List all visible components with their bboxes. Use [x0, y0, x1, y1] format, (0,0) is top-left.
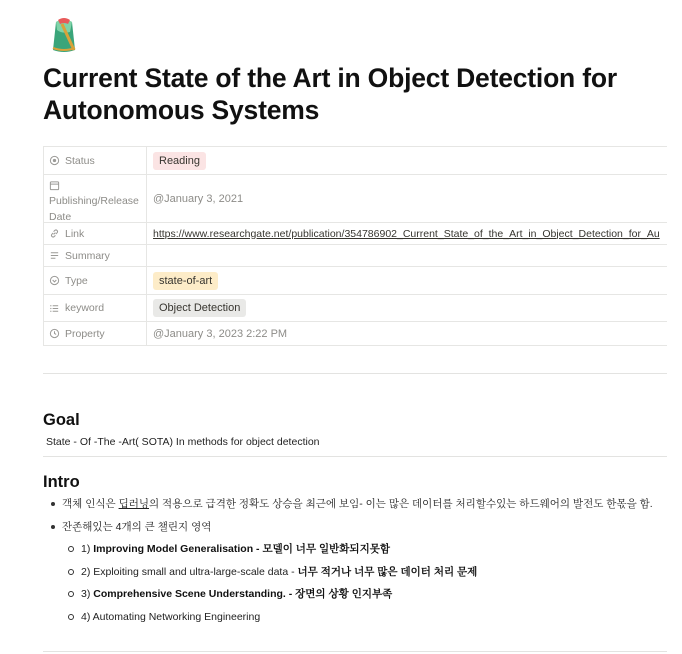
property-name: Summary [44, 245, 147, 266]
property-row-publish-date[interactable] [44, 175, 667, 223]
status-tag[interactable]: Reading [153, 152, 206, 170]
clock-icon [49, 328, 60, 339]
list-item: 객체 인식은 딥러닝의 적용으로 급격한 정확도 상승을 최근에 보임- 이는 많은 데이터를 처리할수있는 하드웨어의 발전도 한몫을 함. [50, 497, 653, 512]
status-icon [49, 155, 60, 166]
publication-link[interactable]: https://www.researchgate.net/publication/354786902_Current_State_of_the_Art_in_Object_Detection_for_Au [153, 227, 660, 240]
text-lines-icon [49, 250, 60, 261]
property-value[interactable] [147, 245, 667, 266]
challenges-list [67, 565, 477, 580]
sari-emoji-icon[interactable] [48, 16, 80, 54]
intro-bullet-list [50, 520, 211, 535]
list-item: 1) Improving Model Generalisation - 모델이 너무 일반화되지못함 [67, 542, 390, 557]
intro-heading: Intro [43, 473, 80, 491]
property-value[interactable] [147, 295, 667, 321]
property-name: Status [44, 147, 147, 174]
property-name: Link [44, 223, 147, 244]
page-title: Current State of the Art in Object Detection for Autonomous Systems [43, 63, 617, 125]
property-row-summary[interactable] [44, 245, 667, 267]
intro-bullet-list [50, 497, 653, 512]
list-item: 3) Comprehensive Scene Understanding. - 장면의 상황 인지부족 [67, 587, 392, 602]
challenges-list [67, 542, 390, 557]
property-row-link[interactable] [44, 223, 667, 245]
property-name: Property [44, 322, 147, 345]
calendar-icon [49, 180, 60, 191]
list-item: 2) Exploiting small and ultra-large-scale data - 너무 적거나 너무 많은 데이터 처리 문제 [67, 565, 477, 580]
goal-heading: Goal [43, 411, 80, 429]
list-item: 4) Automating Networking Engineering [67, 610, 260, 625]
property-value[interactable] [147, 175, 667, 222]
property-name: Type [44, 267, 147, 294]
property-row-type[interactable] [44, 267, 667, 295]
divider [43, 456, 667, 457]
goal-text: State - Of -The -Art( SOTA) In methods for object detection [46, 436, 320, 448]
property-value[interactable] [147, 147, 667, 174]
property-value[interactable] [147, 322, 667, 345]
link-icon [49, 228, 60, 239]
property-value[interactable] [147, 267, 667, 294]
property-row-status[interactable] [44, 147, 667, 175]
challenges-list [67, 610, 260, 625]
created-time-value[interactable]: @January 3, 2023 2:22 PM [153, 327, 288, 340]
properties-table [43, 146, 667, 346]
list-icon [49, 303, 60, 314]
property-name: Publishing/Release Date [44, 175, 147, 222]
divider [43, 651, 667, 652]
property-row-property[interactable] [44, 322, 667, 346]
list-item: 잔존해있는 4개의 큰 챌린지 영역 [50, 520, 211, 535]
divider [43, 373, 667, 374]
select-icon [49, 275, 60, 286]
publish-date-value[interactable]: @January 3, 2021 [153, 192, 244, 205]
keyword-tag[interactable]: Object Detection [153, 299, 246, 317]
property-row-keyword[interactable] [44, 295, 667, 322]
type-tag[interactable]: state-of-art [153, 272, 218, 290]
property-value[interactable] [147, 223, 667, 244]
challenges-list [67, 587, 392, 602]
property-name: keyword [44, 295, 147, 321]
